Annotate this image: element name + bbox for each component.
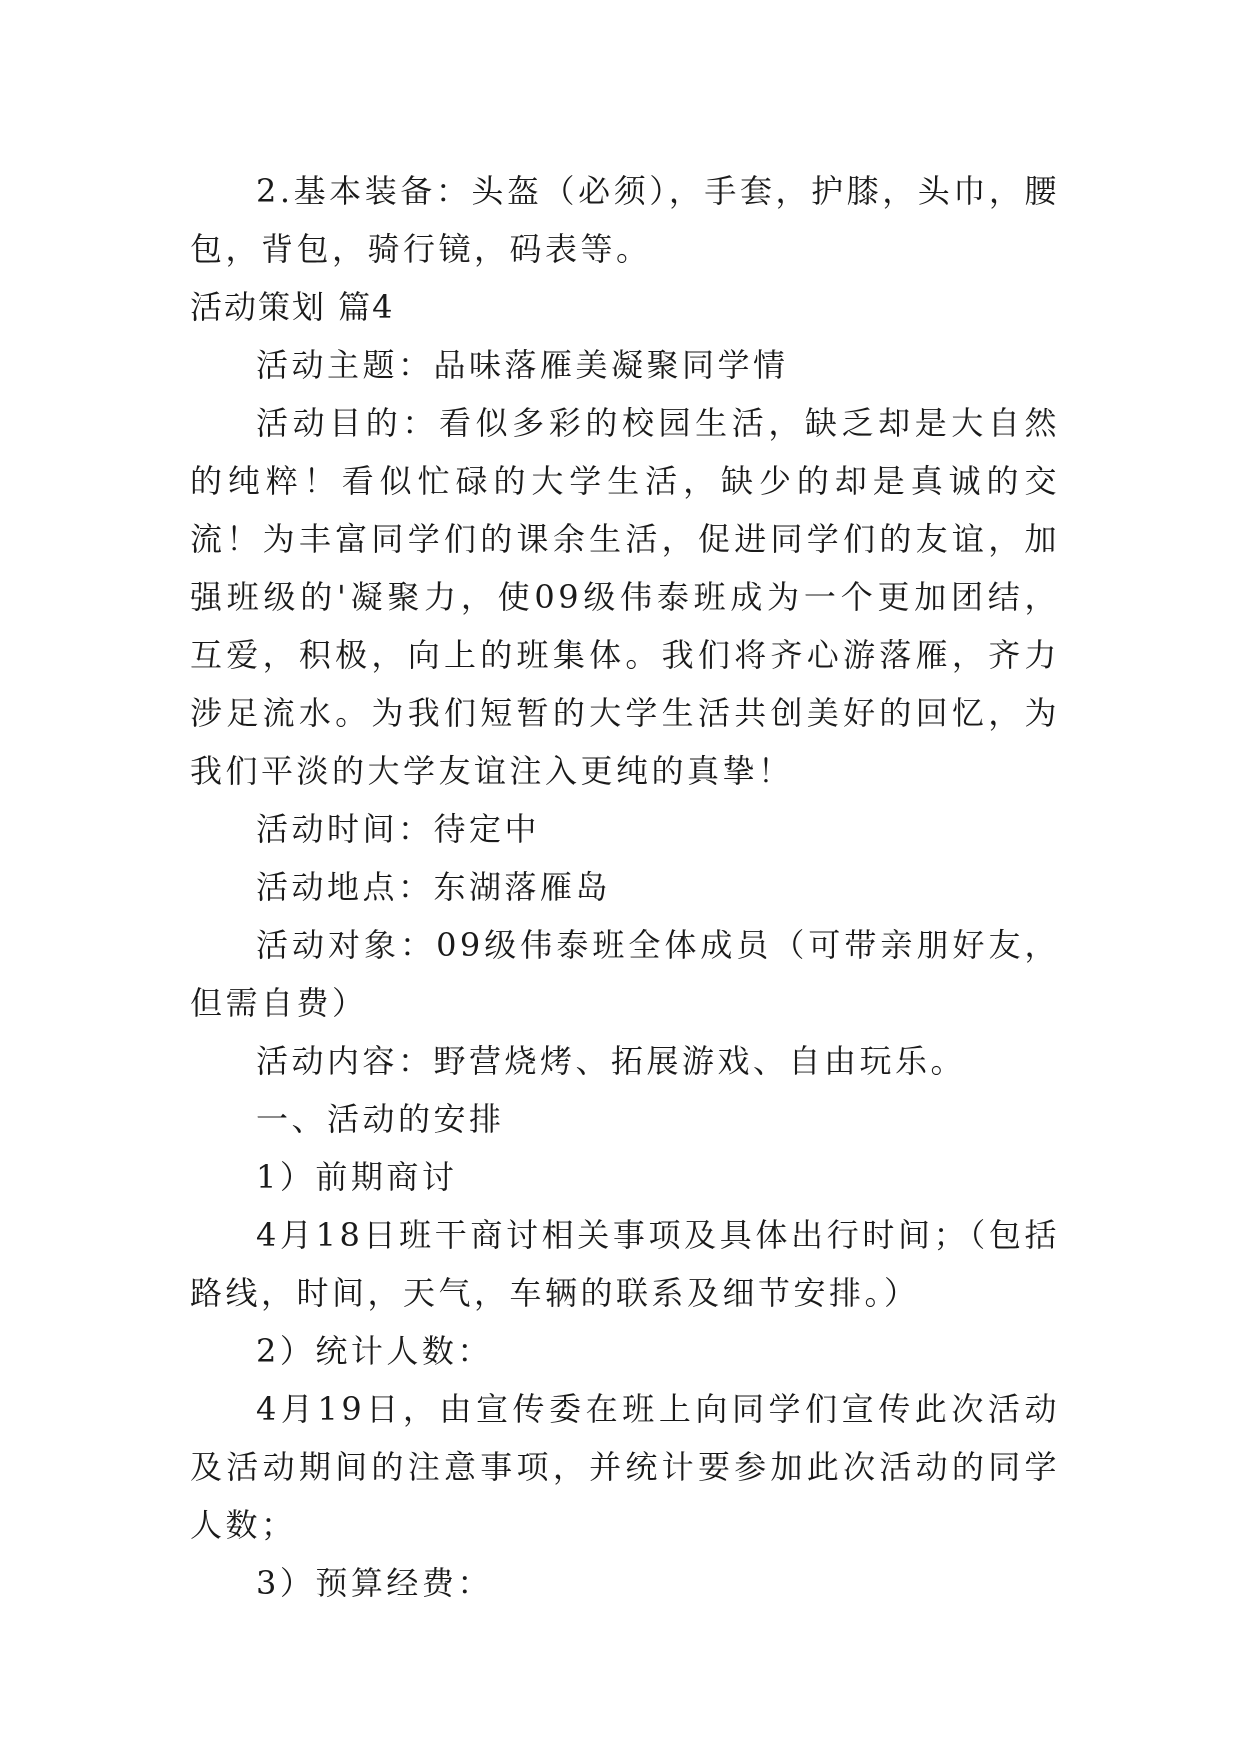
paragraph-time: 活动时间：待定中: [256, 810, 541, 848]
paragraph-step-2-detail: 4月19日，由宣传委在班上向同学们宣传此次活动及活动期间的注意事项，并统计要参加此次活动的同学人数；: [190, 1390, 1060, 1544]
paragraph-purpose: 活动目的：看似多彩的校园生活，缺乏却是大自然的纯粹！看似忙碌的大学生活，缺少的却是真诚的交流！为丰富同学们的课余生活，促进同学们的友谊，加强班级的'凝聚力，使09级伟泰班成为一个更加团结，互爱，积极，向上的班集体。我们将齐心游落雁，齐力涉足流水。为我们短暂的大学生活共创美好的回忆，为我们平淡的大学友谊注入更纯的真挚！: [190, 404, 1060, 790]
paragraph-theme: 活动主题：品味落雁美凝聚同学情: [256, 346, 789, 384]
paragraph-step-1-detail: 4月18日班干商讨相关事项及具体出行时间；（包括路线，时间，天气，车辆的联系及细节安排。）: [190, 1216, 1060, 1312]
paragraph-step-1: 1）前期商讨: [256, 1158, 458, 1196]
section-heading: 活动策划 篇4: [190, 288, 395, 326]
paragraph-step-2: 2）统计人数：: [256, 1332, 493, 1370]
paragraph-location: 活动地点：东湖落雁岛: [256, 868, 612, 906]
paragraph-arrangement-heading: 一、活动的安排: [256, 1100, 505, 1138]
document-body: [190, 162, 1060, 1612]
paragraph-equipment: 2.基本装备：头盔（必须），手套，护膝，头巾，腰包，背包，骑行镜，码表等。: [190, 172, 1060, 268]
paragraph-content: 活动内容：野营烧烤、拓展游戏、自由玩乐。: [256, 1042, 967, 1080]
paragraph-step-3: 3）预算经费：: [256, 1564, 493, 1602]
paragraph-participants: 活动对象：09级伟泰班全体成员（可带亲朋好友，但需自费）: [190, 926, 1060, 1022]
